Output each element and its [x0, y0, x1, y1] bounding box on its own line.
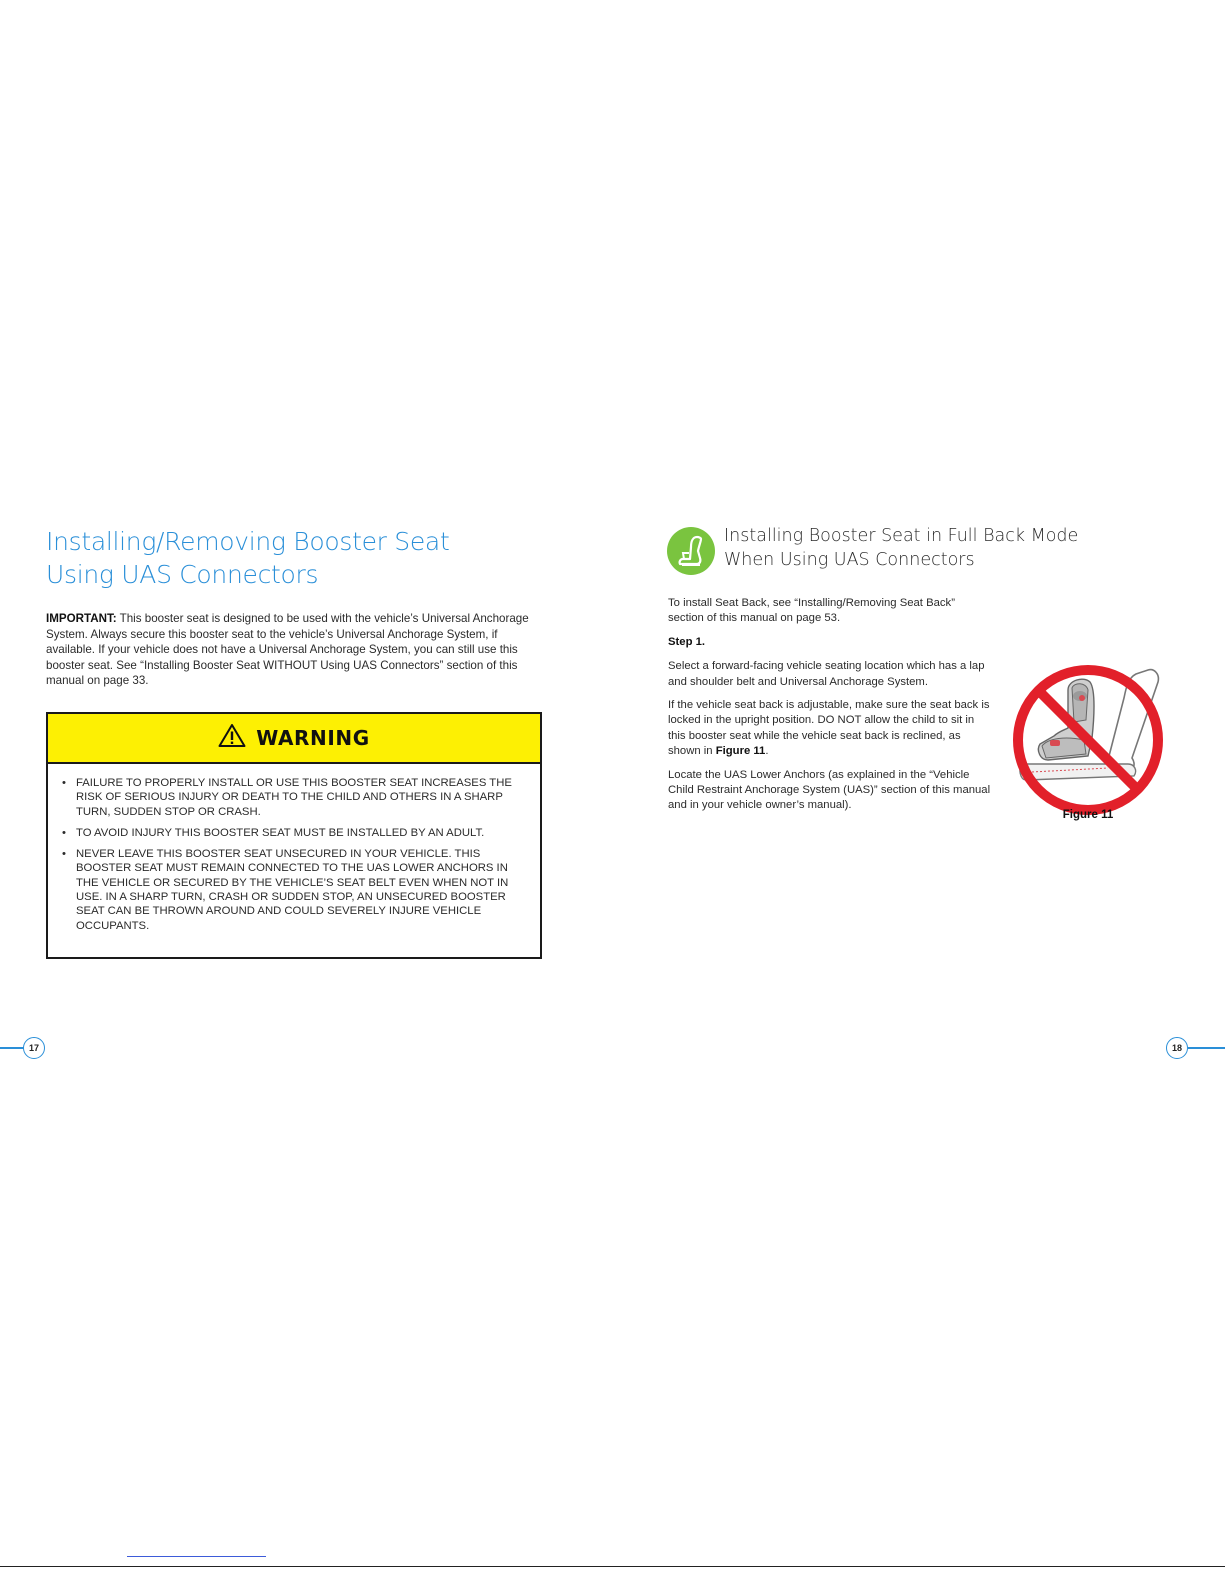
bottom-rule [0, 1566, 1225, 1567]
important-paragraph [46, 611, 546, 689]
figure-caption: Figure 11 [1062, 809, 1114, 821]
step-paragraph-2 [668, 698, 992, 760]
warning-item: • FAILURE TO PROPERLY INSTALL OR USE THIS BOOSTER SEAT INCREASES THE RISK OF SERIOUS INJURY OR DEATH TO THE CHILD AND OTHERS IN A SHARP TURN, SUDDEN STOP OR CRASH. [62, 776, 522, 819]
bottom-link-rule [127, 1556, 266, 1557]
page-title-line-2: Using UAS Connectors [46, 560, 319, 589]
warning-item: • NEVER LEAVE THIS BOOSTER SEAT UNSECURED IN YOUR VEHICLE. THIS BOOSTER SEAT MUST REMAIN CONNECTED TO THE UAS LOWER ANCHORS IN THE VEHICLE OR SECURED BY THE VEHICLE’S SEAT BELT EVEN WHEN NOT IN USE. IN A SHARP TURN, CRASH OR SUDDEN STOP, AN UNSECURED BOOSTER SEAT CAN BE THROWN AROUND AND COULD SEVERELY INJURE VEHICLE OCCUPANTS. [62, 847, 522, 933]
section-title-line-1: Installing Booster Seat in Full Back Mode [724, 526, 1079, 546]
booster-seat-mode-icon [667, 527, 715, 575]
step-paragraph-1: Select a forward-facing vehicle seating location which has a lap and shoulder belt and Universal Anchorage System. [668, 660, 985, 688]
page-number-rule-right [1188, 1047, 1225, 1049]
figure-reference: Figure 11 [715, 745, 766, 758]
page-title [46, 525, 449, 591]
page-number-right: 18 [1166, 1037, 1188, 1059]
page-number-left: 17 [23, 1037, 45, 1059]
warning-triangle-icon [218, 723, 246, 753]
step-paragraph-2-end: . [765, 745, 769, 758]
page-number-rule-left [0, 1047, 24, 1049]
step-paragraph-3: Locate the UAS Lower Anchors (as explained in the “Vehicle Child Restraint Anchorage System (UAS)” section of this manual and in your vehicle owner’s manual). [668, 768, 991, 812]
warning-title: WARNING [256, 726, 370, 750]
warning-header [48, 714, 540, 764]
important-label: IMPORTANT: [46, 612, 117, 625]
no-reclined-seat-icon [1008, 660, 1168, 820]
warning-item: • TO AVOID INJURY THIS BOOSTER SEAT MUST BE INSTALLED BY AN ADULT. [62, 826, 522, 840]
warning-box [46, 712, 542, 959]
section-title-line-2: When Using UAS Connectors [724, 550, 975, 570]
intro-paragraph: To install Seat Back, see “Installing/Removing Seat Back” section of this manual on page 53. [668, 597, 955, 625]
section-title [724, 524, 1078, 572]
step-paragraph-2-text: If the vehicle seat back is adjustable, make sure the seat back is locked in the upright position. DO NOT allow the child to sit in this booster seat while the vehicle seat back is reclined, as shown in [668, 699, 990, 758]
instructions-column [668, 596, 992, 822]
page-title-line-1: Installing/Removing Booster Seat [46, 527, 450, 556]
step-label: Step 1. [668, 635, 706, 648]
warning-list [48, 764, 540, 933]
important-text: This booster seat is designed to be used with the vehicle’s Universal Anchorage System. Always secure this booster seat to the vehicle’s Universal Anchorage System, if available. If your vehicle does not have a Universal Anchorage System, you can still use this booster seat. See “Installing Booster Seat WITHOUT Using UAS Connectors” section of this manual on page 33. [46, 612, 529, 688]
